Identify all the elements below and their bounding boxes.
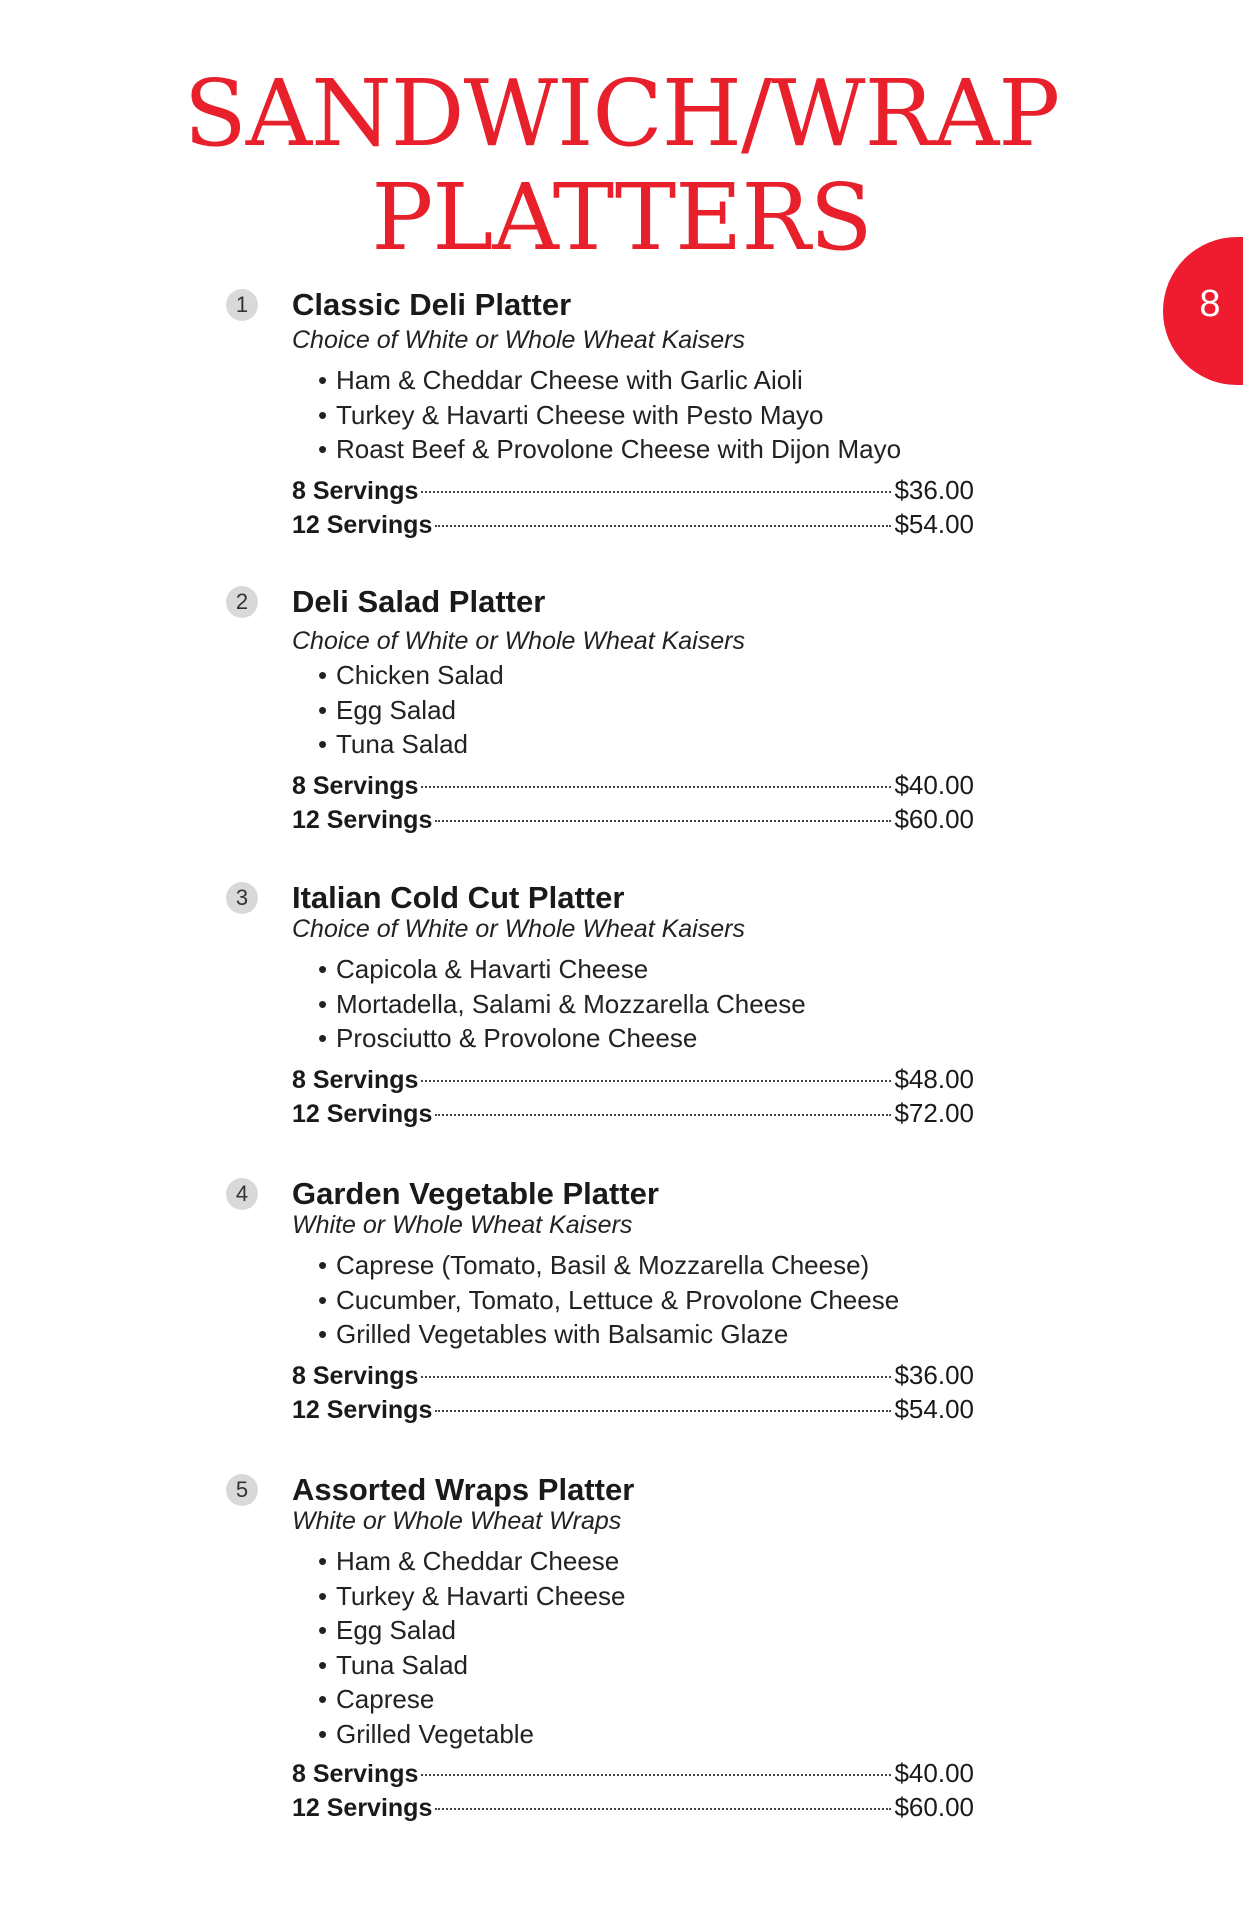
servings-label: 12 Servings <box>292 1100 433 1128</box>
list-item: • Egg Salad <box>318 1613 625 1648</box>
price-value: $54.00 <box>894 509 974 539</box>
section-item-list <box>318 1544 625 1751</box>
section-number-badge: 5 <box>226 1474 258 1506</box>
price-value: $60.00 <box>894 804 974 834</box>
servings-label: 12 Servings <box>292 806 433 834</box>
list-item: • Tuna Salad <box>318 727 504 762</box>
servings-label: 12 Servings <box>292 1396 433 1424</box>
servings-label: 8 Servings <box>292 1760 419 1788</box>
section-subtitle: Choice of White or Whole Wheat Kaisers <box>292 915 745 943</box>
servings-label: 8 Servings <box>292 477 419 505</box>
dot-leader <box>435 1410 891 1412</box>
dot-leader <box>421 1774 891 1776</box>
price-value: $40.00 <box>894 1758 974 1788</box>
price-value: $48.00 <box>894 1064 974 1094</box>
dot-leader <box>435 820 891 822</box>
list-item: • Chicken Salad <box>318 658 504 693</box>
list-item: • Caprese (Tomato, Basil & Mozzarella Cheese) <box>318 1248 899 1283</box>
list-item: • Egg Salad <box>318 693 504 728</box>
price-row <box>292 1392 974 1426</box>
servings-label: 8 Servings <box>292 1066 419 1094</box>
section-subtitle: Choice of White or Whole Wheat Kaisers <box>292 627 745 655</box>
servings-label: 12 Servings <box>292 511 433 539</box>
dot-leader <box>421 1080 891 1082</box>
dot-leader <box>421 786 891 788</box>
price-row <box>292 473 974 507</box>
list-item: • Ham & Cheddar Cheese <box>318 1544 625 1579</box>
list-item: • Roast Beef & Provolone Cheese with Dijon Mayo <box>318 432 901 467</box>
list-item: • Cucumber, Tomato, Lettuce & Provolone Cheese <box>318 1283 899 1318</box>
dot-leader <box>421 1376 891 1378</box>
servings-label: 12 Servings <box>292 1794 433 1822</box>
section-subtitle: White or Whole Wheat Wraps <box>292 1507 622 1535</box>
section-title: Deli Salad Platter <box>292 584 546 619</box>
price-value: $72.00 <box>894 1098 974 1128</box>
price-row <box>292 507 974 541</box>
list-item: • Caprese <box>318 1682 625 1717</box>
list-item: • Capicola & Havarti Cheese <box>318 952 806 987</box>
price-row <box>292 1062 974 1096</box>
list-item: • Prosciutto & Provolone Cheese <box>318 1021 806 1056</box>
section-number-badge: 2 <box>226 586 258 618</box>
price-value: $36.00 <box>894 475 974 505</box>
list-item: • Tuna Salad <box>318 1648 625 1683</box>
section-number-badge: 3 <box>226 882 258 914</box>
dot-leader <box>435 1114 891 1116</box>
section-title: Assorted Wraps Platter <box>292 1472 635 1507</box>
section-title: Italian Cold Cut Platter <box>292 880 625 915</box>
list-item: • Turkey & Havarti Cheese with Pesto Mayo <box>318 398 901 433</box>
price-row <box>292 1096 974 1130</box>
section-number-badge: 1 <box>226 289 258 321</box>
section-title: Classic Deli Platter <box>292 287 572 322</box>
page-number: 8 <box>1199 283 1221 325</box>
price-value: $54.00 <box>894 1394 974 1424</box>
list-item: • Grilled Vegetable <box>318 1717 625 1752</box>
section-item-list <box>318 658 504 762</box>
list-item: • Grilled Vegetables with Balsamic Glaze <box>318 1317 899 1352</box>
section-item-list <box>318 1248 899 1352</box>
price-row <box>292 802 974 836</box>
list-item: • Ham & Cheddar Cheese with Garlic Aioli <box>318 363 901 398</box>
price-row <box>292 1756 974 1790</box>
list-item: • Turkey & Havarti Cheese <box>318 1579 625 1614</box>
section-title: Garden Vegetable Platter <box>292 1176 659 1211</box>
page-title <box>0 62 1243 270</box>
price-row <box>292 1790 974 1824</box>
section-item-list <box>318 952 806 1056</box>
list-item: • Mortadella, Salami & Mozzarella Cheese <box>318 987 806 1022</box>
price-row <box>292 768 974 802</box>
page-title-line-1: SANDWICH/WRAP <box>183 60 1060 167</box>
dot-leader <box>421 491 891 493</box>
price-value: $40.00 <box>894 770 974 800</box>
section-subtitle: Choice of White or Whole Wheat Kaisers <box>292 326 745 354</box>
page-title-line-2: PLATTERS <box>371 164 872 271</box>
section-item-list <box>318 363 901 467</box>
price-value: $60.00 <box>894 1792 974 1822</box>
servings-label: 8 Servings <box>292 772 419 800</box>
dot-leader <box>435 1808 891 1810</box>
section-number-badge: 4 <box>226 1178 258 1210</box>
price-value: $36.00 <box>894 1360 974 1390</box>
price-row <box>292 1358 974 1392</box>
dot-leader <box>435 525 891 527</box>
section-subtitle: White or Whole Wheat Kaisers <box>292 1211 633 1239</box>
servings-label: 8 Servings <box>292 1362 419 1390</box>
